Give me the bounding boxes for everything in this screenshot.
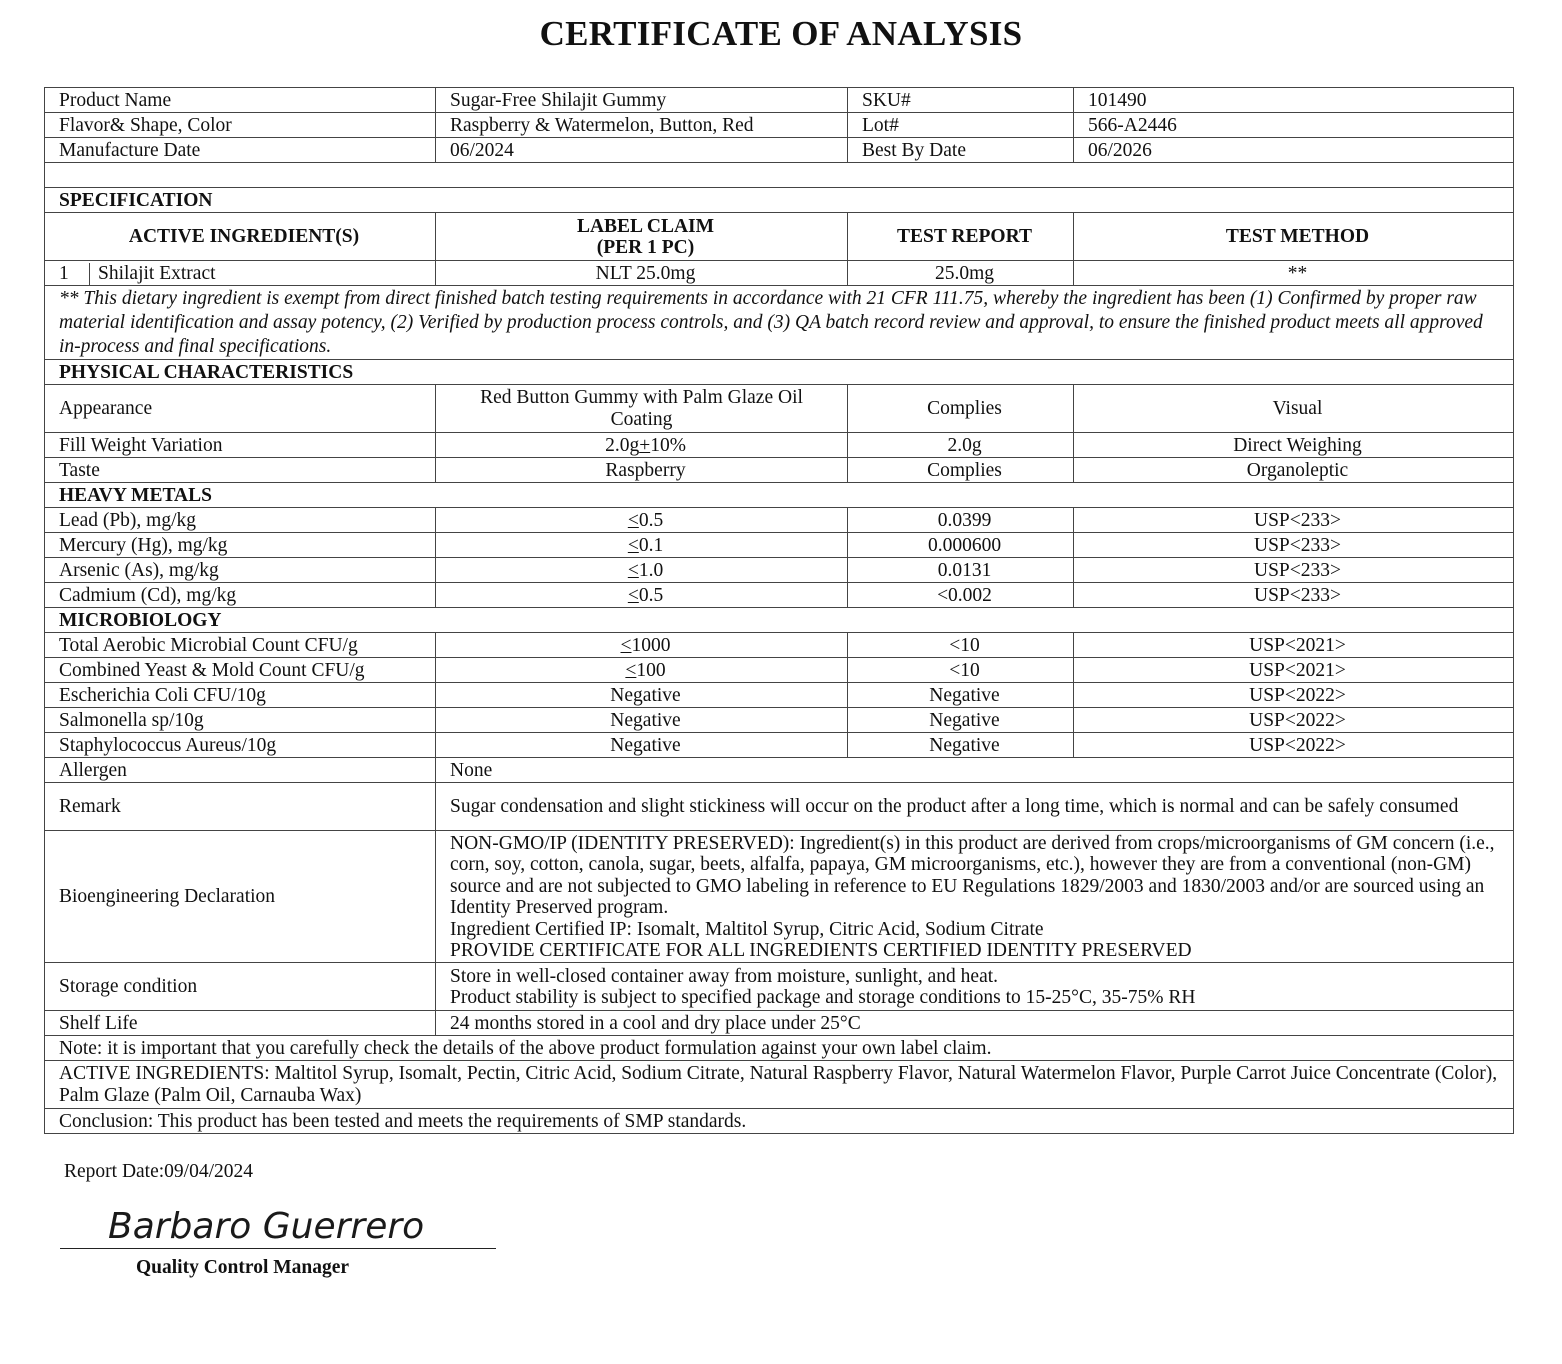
exemption-footnote: ** This dietary ingredient is exempt from direct finished batch testing requirements in accordance with 21 CFR 111.75, whereby the ingredient has been (1) Confirmed by proper raw material identification and assay potency, (2) Verified by production process controls, and (3) QA batch record review and approval, to ensure the finished product meets all approved in-process and final specifications. <box>45 286 1514 360</box>
table-row <box>45 683 1514 708</box>
taste-result: Complies <box>848 458 1074 483</box>
micro-name: Staphylococcus Aureus/10g <box>45 733 436 758</box>
lte-symbol: < <box>627 584 639 606</box>
storage-row <box>45 963 1514 1011</box>
best-by-label: Best By Date <box>848 138 1074 163</box>
taste-label: Taste <box>45 458 436 483</box>
certified-ip-ingredients: Ingredient Certified IP: Isomalt, Maltitol Syrup, Citric Acid, Sodium Citrate <box>450 918 1044 940</box>
shelf-life-label: Shelf Life <box>45 1011 436 1036</box>
micro-method: USP<2021> <box>1074 658 1514 683</box>
table-row <box>45 508 1514 533</box>
col-label-claim-line1: LABEL CLAIM <box>576 215 715 237</box>
micro-result: <10 <box>848 658 1074 683</box>
appearance-label: Appearance <box>45 385 436 433</box>
specification-heading: SPECIFICATION <box>45 188 1514 213</box>
storage-label: Storage condition <box>45 963 436 1011</box>
table-row <box>45 533 1514 558</box>
shelf-life-row <box>45 1011 1514 1036</box>
table-row <box>45 733 1514 758</box>
note-text: Note: it is important that you carefully check the details of the above product formulation against your own label claim. <box>45 1036 1514 1061</box>
conclusion-row <box>45 1109 1514 1134</box>
sku-label: SKU# <box>848 88 1074 113</box>
report-date: Report Date:09/04/2024 <box>64 1161 254 1182</box>
metal-result: 0.0131 <box>848 558 1074 583</box>
lot-value: 566-A2446 <box>1074 113 1514 138</box>
active-ingredients-row <box>45 1061 1514 1109</box>
specification-section <box>45 188 1514 213</box>
metal-method: USP<233> <box>1074 533 1514 558</box>
metal-name: Arsenic (As), mg/kg <box>45 558 436 583</box>
remark-row <box>45 783 1514 831</box>
micro-method: USP<2021> <box>1074 633 1514 658</box>
lte-symbol: < <box>627 534 639 556</box>
micro-name: Total Aerobic Microbial Count CFU/g <box>45 633 436 658</box>
ingredient-cell <box>45 261 436 286</box>
heavy-metals-section <box>45 483 1514 508</box>
micro-spec-value: 100 <box>636 659 666 681</box>
physical-section <box>45 360 1514 385</box>
allergen-label: Allergen <box>45 758 436 783</box>
page-title: CERTIFICATE OF ANALYSIS <box>539 14 1023 53</box>
sku-value: 101490 <box>1074 88 1514 113</box>
ingredient-name: Shilajit Extract <box>98 262 216 284</box>
lte-symbol: < <box>627 509 639 531</box>
certificate-request: PROVIDE CERTIFICATE FOR ALL INGREDIENTS CERTIFIED IDENTITY PRESERVED <box>450 940 1192 961</box>
spacer-cell <box>45 163 1514 188</box>
micro-spec <box>436 633 848 658</box>
product-name-label: Product Name <box>45 88 436 113</box>
metal-spec-value: 0.5 <box>638 584 664 606</box>
ingredient-index: 1 <box>59 263 90 285</box>
micro-result: Negative <box>848 683 1074 708</box>
micro-name: Combined Yeast & Mold Count CFU/g <box>45 658 436 683</box>
flavor-label: Flavor& Shape, Color <box>45 113 436 138</box>
col-test-report: TEST REPORT <box>848 213 1074 261</box>
coa-table <box>44 87 1514 1134</box>
micro-spec: Negative <box>436 683 848 708</box>
table-row <box>45 433 1514 458</box>
metal-result: 0.0399 <box>848 508 1074 533</box>
lot-label: Lot# <box>848 113 1074 138</box>
micro-spec: Negative <box>436 733 848 758</box>
microbiology-section <box>45 608 1514 633</box>
bioengineering-label: Bioengineering Declaration <box>45 831 436 963</box>
micro-method: USP<2022> <box>1074 683 1514 708</box>
signatory-title: Quality Control Manager <box>136 1257 350 1278</box>
table-row <box>45 633 1514 658</box>
micro-method: USP<2022> <box>1074 733 1514 758</box>
micro-spec: Negative <box>436 708 848 733</box>
micro-result: Negative <box>848 733 1074 758</box>
metal-spec <box>436 558 848 583</box>
microbiology-heading: MICROBIOLOGY <box>45 608 1514 633</box>
spec-row-shilajit <box>45 261 1514 286</box>
table-row <box>45 708 1514 733</box>
metal-spec-value: 0.1 <box>638 534 664 556</box>
storage-line1: Store in well-closed container away from moisture, sunlight, and heat. <box>450 965 999 987</box>
metal-name: Lead (Pb), mg/kg <box>45 508 436 533</box>
ingredient-method: ** <box>1074 261 1514 286</box>
manufacture-date-value: 06/2024 <box>436 138 848 163</box>
taste-method: Organoleptic <box>1074 458 1514 483</box>
product-name-row <box>45 88 1514 113</box>
product-name-value: Sugar-Free Shilajit Gummy <box>436 88 848 113</box>
fill-weight-spec-tolerance: 10% <box>650 434 686 456</box>
metal-spec-value: 1.0 <box>638 559 664 581</box>
bioengineering-statement: NON-GMO/IP (IDENTITY PRESERVED): Ingredient(s) in this product are derived from crops/microorganisms of GM concern (i.e., corn, soy, cotton, canola, sugar, beets, alfalfa, papaya, GM microorganisms, etc.), however they are from a conventional (non-GM) source and are not subjected to GMO labeling in reference to EU Regulations 1829/2003 and 1830/2003 and/or are sourced using an Identity Preserved program. <box>450 832 1495 918</box>
fill-weight-spec <box>436 433 848 458</box>
metal-spec <box>436 533 848 558</box>
allergen-row <box>45 758 1514 783</box>
col-label-claim-line2: (PER 1 PC) <box>596 237 695 258</box>
metal-spec <box>436 508 848 533</box>
metal-spec-value: 0.5 <box>638 509 664 531</box>
table-row <box>45 385 1514 433</box>
manufacture-date-label: Manufacture Date <box>45 138 436 163</box>
storage-line2: Product stability is subject to specified package and storage conditions to 15-25°C, 35-75% RH <box>450 987 1196 1008</box>
conclusion-text: Conclusion: This product has been tested and meets the requirements of SMP standards. <box>45 1109 1514 1134</box>
signature-image <box>60 1200 496 1248</box>
fill-weight-method: Direct Weighing <box>1074 433 1514 458</box>
allergen-value: None <box>436 758 1514 783</box>
remark-value: Sugar condensation and slight stickiness will occur on the product after a long time, which is normal and can be safely consumed <box>436 783 1514 831</box>
metal-result: 0.000600 <box>848 533 1074 558</box>
metal-method: USP<233> <box>1074 508 1514 533</box>
micro-spec <box>436 658 848 683</box>
bioengineering-value <box>436 831 1514 963</box>
micro-result: <10 <box>848 633 1074 658</box>
micro-spec-value: 1000 <box>631 634 671 656</box>
fill-weight-label: Fill Weight Variation <box>45 433 436 458</box>
shelf-life-value: 24 months stored in a cool and dry place under 25°C <box>436 1011 1514 1036</box>
col-active-ingredient: ACTIVE INGREDIENT(S) <box>45 213 436 261</box>
signature-line <box>60 1200 496 1249</box>
metal-name: Cadmium (Cd), mg/kg <box>45 583 436 608</box>
micro-name: Escherichia Coli CFU/10g <box>45 683 436 708</box>
appearance-spec: Red Button Gummy with Palm Glaze Oil Coating <box>436 385 848 433</box>
lte-symbol: < <box>627 559 639 581</box>
fill-weight-spec-value: 2.0g <box>605 434 640 456</box>
physical-heading: PHYSICAL CHARACTERISTICS <box>45 360 1514 385</box>
bioengineering-row <box>45 831 1514 963</box>
ingredient-claim: NLT 25.0mg <box>436 261 848 286</box>
best-by-value: 06/2026 <box>1074 138 1514 163</box>
table-row <box>45 458 1514 483</box>
active-ingredients-text: ACTIVE INGREDIENTS: Maltitol Syrup, Isomalt, Pectin, Citric Acid, Sodium Citrate, Natural Raspberry Flavor, Natural Watermelon Flavor, Purple Carrot Juice Concentrate (Color), Palm Glaze (Palm Oil, Carnauba Wax) <box>45 1061 1514 1109</box>
metal-spec <box>436 583 848 608</box>
metal-name: Mercury (Hg), mg/kg <box>45 533 436 558</box>
lte-symbol: < <box>625 659 637 681</box>
table-row <box>45 558 1514 583</box>
col-test-method: TEST METHOD <box>1074 213 1514 261</box>
flavor-row <box>45 113 1514 138</box>
spacer-row <box>45 163 1514 188</box>
footnote-row <box>45 286 1514 360</box>
micro-name: Salmonella sp/10g <box>45 708 436 733</box>
flavor-value: Raspberry & Watermelon, Button, Red <box>436 113 848 138</box>
appearance-result: Complies <box>848 385 1074 433</box>
fill-weight-result: 2.0g <box>848 433 1074 458</box>
micro-method: USP<2022> <box>1074 708 1514 733</box>
metal-method: USP<233> <box>1074 583 1514 608</box>
table-row <box>45 583 1514 608</box>
micro-result: Negative <box>848 708 1074 733</box>
col-label-claim <box>436 213 848 261</box>
heavy-metals-heading: HEAVY METALS <box>45 483 1514 508</box>
metal-result: <0.002 <box>848 583 1074 608</box>
taste-spec: Raspberry <box>436 458 848 483</box>
ingredient-report: 25.0mg <box>848 261 1074 286</box>
signature-text: Barbaro Guerrero <box>108 1206 425 1247</box>
remark-label: Remark <box>45 783 436 831</box>
table-row <box>45 658 1514 683</box>
storage-value <box>436 963 1514 1011</box>
lte-symbol: < <box>620 634 632 656</box>
spec-header-row <box>45 213 1514 261</box>
plus-minus-symbol: + <box>639 434 651 456</box>
appearance-method: Visual <box>1074 385 1514 433</box>
metal-method: USP<233> <box>1074 558 1514 583</box>
note-row <box>45 1036 1514 1061</box>
date-row <box>45 138 1514 163</box>
